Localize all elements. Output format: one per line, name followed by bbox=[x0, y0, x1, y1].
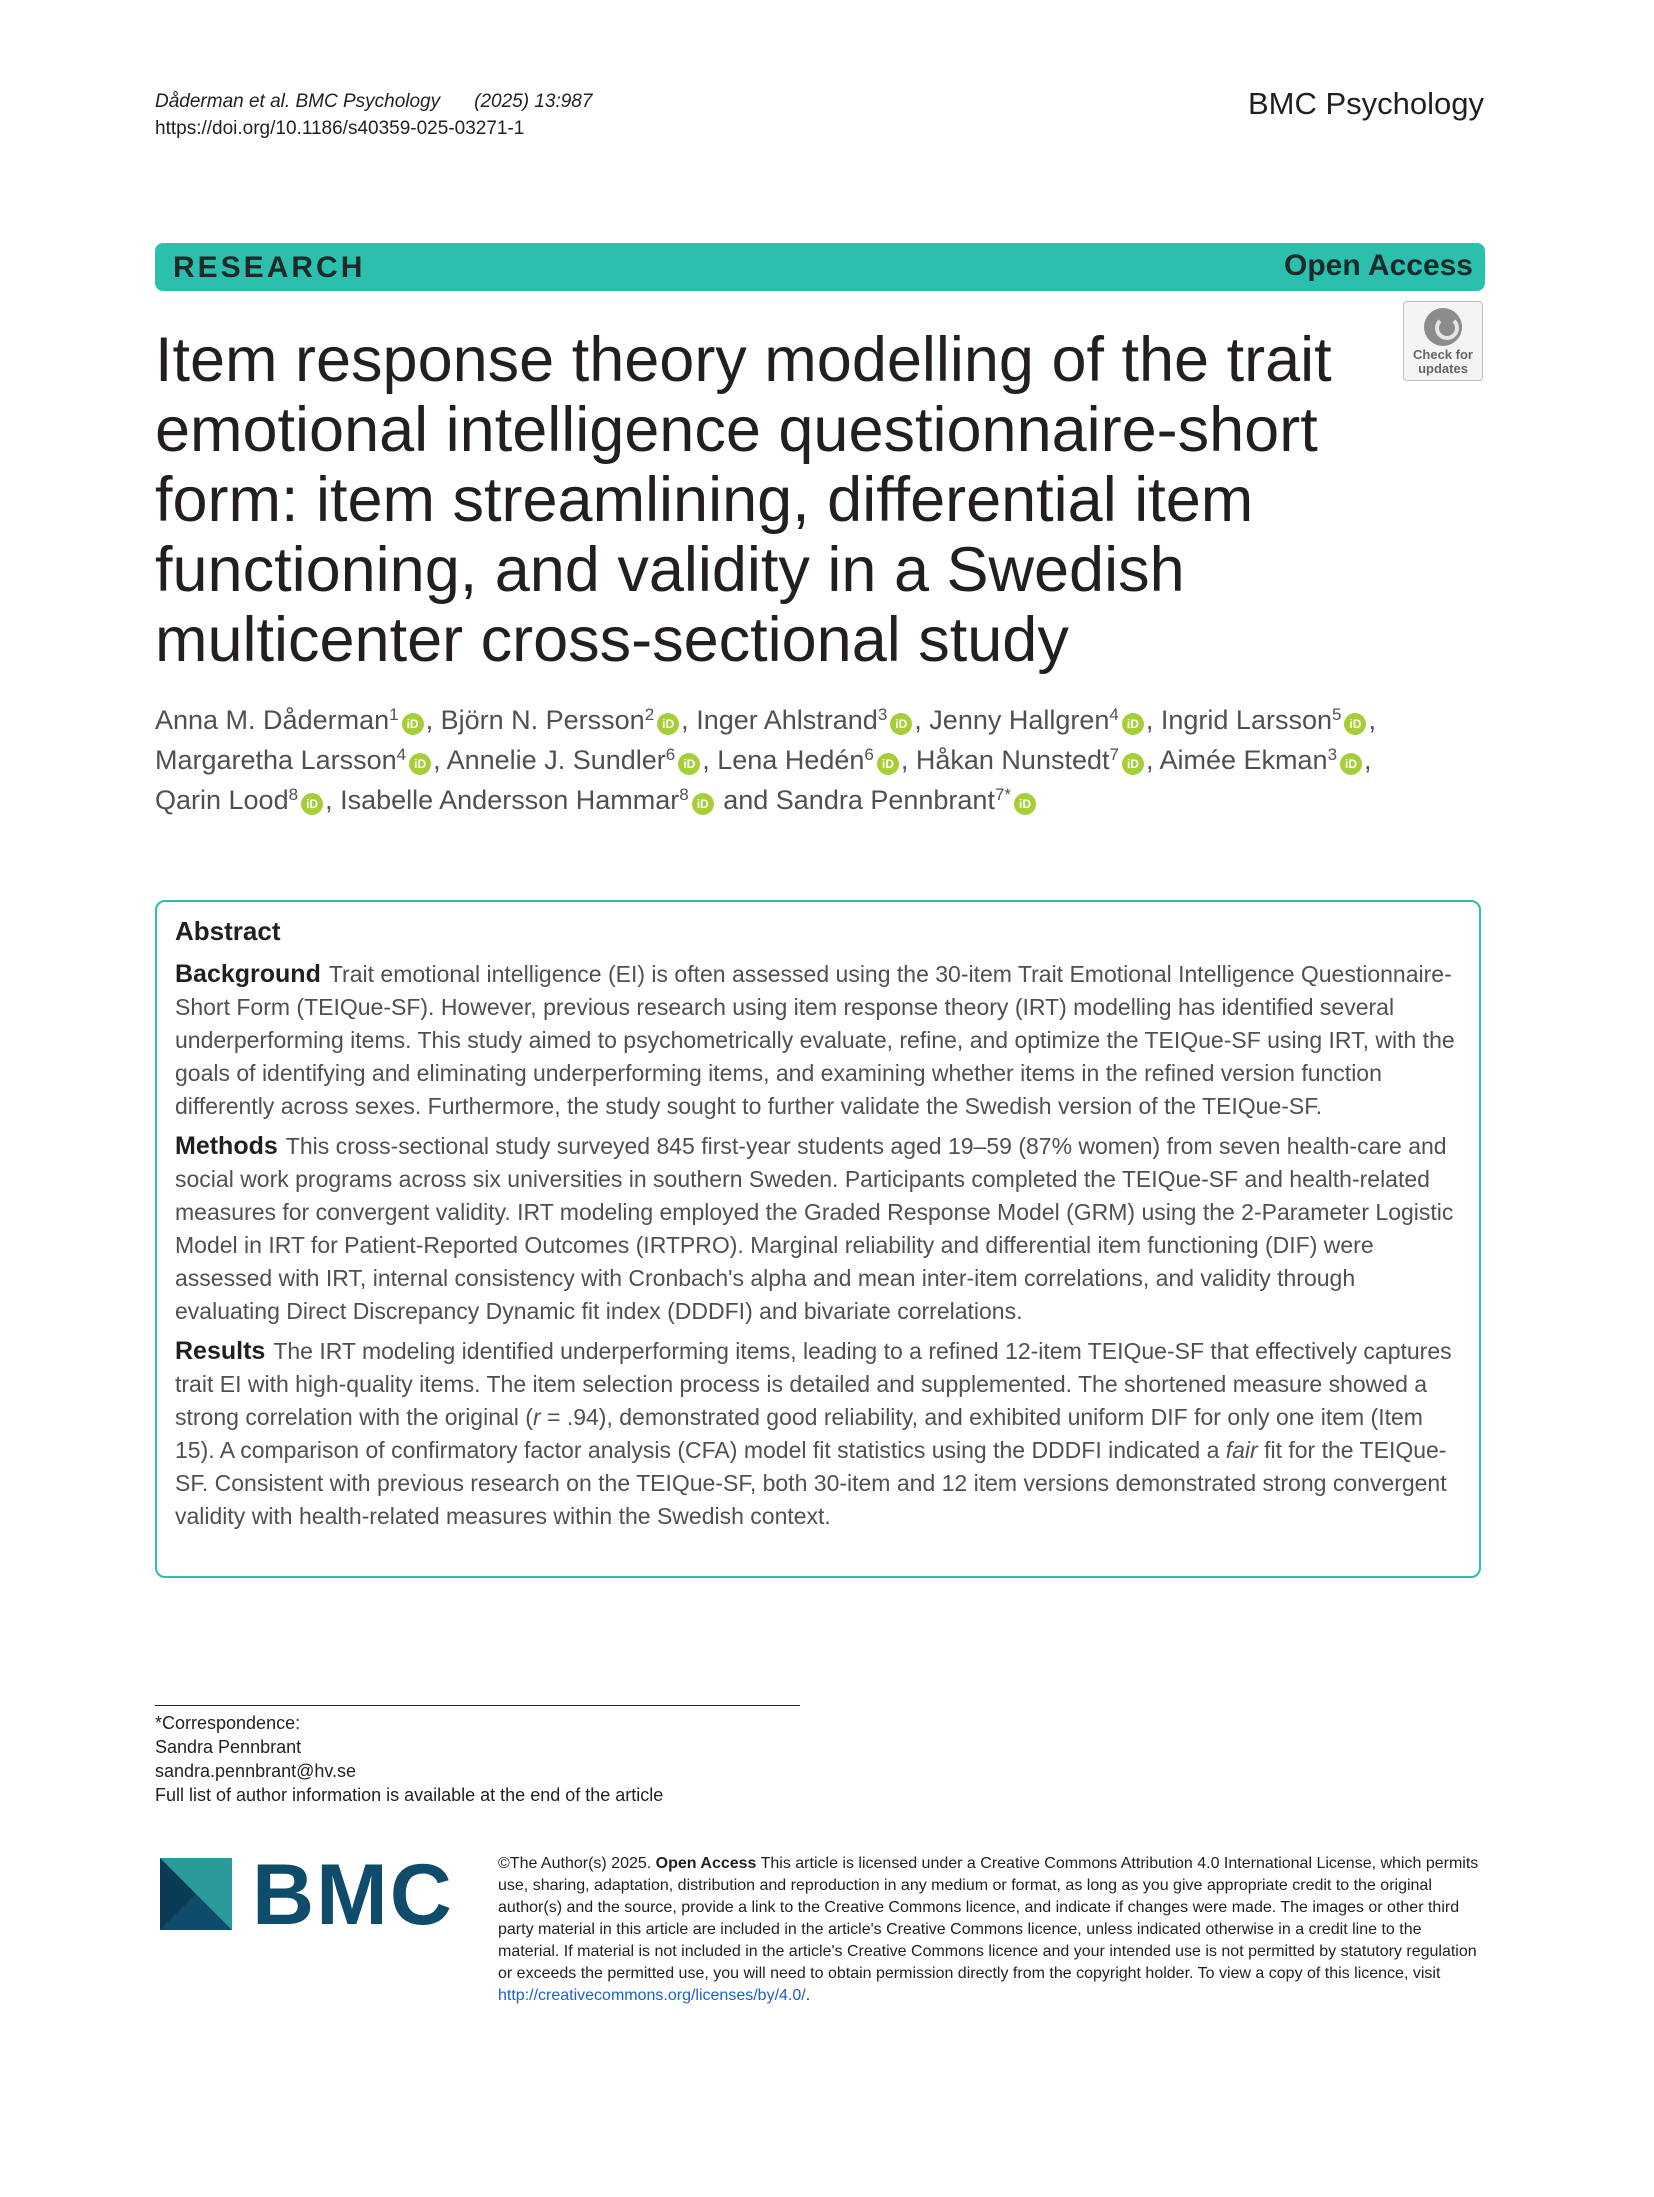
methods-label: Methods bbox=[175, 1132, 278, 1160]
check-for-updates-button[interactable] bbox=[1403, 301, 1483, 381]
abstract-background bbox=[175, 958, 1459, 1123]
article-title: Item response theory modelling of the trait emotional intelligence questionnaire-short form: item streamlining, differential item functioning, and validity in a Swedish multicenter cross-sectional study bbox=[155, 325, 1332, 675]
abstract-methods bbox=[175, 1130, 1459, 1328]
article-type-label: RESEARCH bbox=[173, 251, 366, 284]
check-for-updates-line2: updates bbox=[1418, 361, 1468, 376]
author-name[interactable]: Jenny Hallgren bbox=[929, 705, 1110, 735]
citation-volume: (2025) 13:987 bbox=[474, 91, 593, 112]
results-r-symbol: r bbox=[532, 1404, 541, 1430]
running-header bbox=[155, 88, 592, 142]
author-name[interactable]: Aimée Ekman bbox=[1159, 745, 1328, 775]
copyright-text: ©The Author(s) 2025. bbox=[498, 1855, 652, 1872]
author-affiliation: 6 bbox=[864, 745, 874, 764]
author-affiliation: 1 bbox=[389, 705, 399, 724]
results-fair-word: fair bbox=[1225, 1437, 1258, 1463]
abstract-results bbox=[175, 1335, 1459, 1533]
results-text-a: The IRT modeling identified underperforming items, leading to a refined 12-item TEIQue-SF that effectively captures trait EI with high-quality items. The item selection process is detailed and supplemented. The shortened measure showed a strong correlation with the original ( bbox=[175, 1338, 1452, 1430]
author-name[interactable]: Ingrid Larsson bbox=[1160, 705, 1332, 735]
open-access-label: Open Access bbox=[1284, 249, 1473, 282]
citation-line bbox=[155, 88, 592, 115]
author-name[interactable]: Björn N. Persson bbox=[440, 705, 645, 735]
check-for-updates-icon bbox=[1424, 308, 1462, 346]
author-info-note: Full list of author information is available at the end of the article bbox=[155, 1785, 664, 1805]
doi-link[interactable]: https://doi.org/10.1186/s40359-025-03271-1 bbox=[155, 118, 525, 139]
orcid-icon[interactable]: iD bbox=[678, 753, 700, 775]
bmc-logo bbox=[160, 1847, 460, 1943]
correspondence-footnote bbox=[155, 1711, 663, 1807]
correspondence-email[interactable]: sandra.pennbrant@hv.se bbox=[155, 1761, 357, 1781]
orcid-icon[interactable]: iD bbox=[1122, 713, 1144, 735]
correspondence-label: *Correspondence: bbox=[155, 1713, 301, 1733]
background-label: Background bbox=[175, 960, 321, 988]
author-affiliation: 4 bbox=[1109, 705, 1119, 724]
author-affiliation: 3 bbox=[877, 705, 888, 724]
author-affiliation: 8 bbox=[288, 785, 299, 804]
license-end: . bbox=[805, 1987, 811, 2004]
license-url-link[interactable]: http://creativecommons.org/licenses/by/4.0/ bbox=[498, 1987, 806, 2004]
license-text: This article is licensed under a Creative Commons Attribution 4.0 International License, which permits use, sharing, adaptation, distribution and reproduction in any medium or format, as long as you give appropriate credit to the original author(s) and the source, provide a link to the Creative Commons licence, and indicate if changes were made. The images or other third party material in this article are included in the article's Creative Commons licence, unless indicated otherwise in a credit line to the material. If material is not included in the article's Creative Commons licence and your intended use is not permitted by statutory regulation or exceeds the permitted use, you will need to obtain permission directly from the copyright holder. To view a copy of this licence, visit bbox=[498, 1855, 1479, 1982]
author-list: Anna M. Dåderman$^1$ iD , Björn N. Persson$^2$ iD , Inger Ahlstrand$^3$ iD , Jenny Hallgren$^4$ iD , Ingrid Larsson$^5$ iD , Margaretha Larsson$^4$ iD , Annelie J. Sundler$^6$ iD , Lena Hedén$^6$ iD , Håkan Nunstedt$^7$ iD , Aimée Ekman$^3$ iD , Qarin Lood$^8$ iD , Isabelle Andersson Hammar$^8$ iD and Sandra Pennbrant$^{7*}$ iD bbox=[155, 705, 1376, 815]
author-name[interactable]: Qarin Lood bbox=[155, 785, 289, 815]
license-statement bbox=[498, 1853, 1484, 2007]
author-name[interactable]: Lena Hedén bbox=[717, 745, 865, 775]
orcid-icon[interactable]: iD bbox=[890, 713, 912, 735]
abstract-heading: Abstract bbox=[175, 916, 281, 946]
bmc-logo-mark bbox=[160, 1858, 232, 1930]
orcid-icon[interactable]: iD bbox=[1340, 753, 1362, 775]
author-name[interactable]: Håkan Nunstedt bbox=[915, 745, 1110, 775]
journal-name: BMC Psychology bbox=[1247, 86, 1484, 121]
correspondence-name: Sandra Pennbrant bbox=[155, 1737, 302, 1757]
results-text-b: = .94), demonstrated good reliability, and exhibited uniform DIF for only one item (Item 15). A comparison of confirmatory factor analysis (CFA) model fit statistics using the DDDFI indicated a bbox=[175, 1404, 1423, 1463]
author-affiliation: 4 bbox=[396, 745, 407, 764]
orcid-icon[interactable]: iD bbox=[877, 753, 899, 775]
author-affiliation: 7* bbox=[994, 785, 1012, 804]
background-text: Trait emotional intelligence (EI) is often assessed using the 30-item Trait Emotional Intelligence Questionnaire-Short Form (TEIQue-SF). However, previous research using item response theory (IRT) modelling has identified several underperforming items. This study aimed to psychometrically evaluate, refine, and optimize the TEIQue-SF using IRT, with the goals of identifying and eliminating underperforming items, and examining whether items in the refined version function differently across sexes. Furthermore, the study sought to further validate the Swedish version of the TEIQue-SF. bbox=[175, 961, 1455, 1119]
abstract-box bbox=[155, 900, 1481, 1578]
check-for-updates-line1: Check for bbox=[1413, 347, 1473, 362]
author-name[interactable]: Anna M. Dåderman bbox=[155, 705, 390, 735]
orcid-icon[interactable]: iD bbox=[409, 753, 431, 775]
orcid-icon[interactable]: iD bbox=[692, 793, 714, 815]
author-name[interactable]: Margaretha Larsson bbox=[155, 745, 397, 775]
author-name[interactable]: Annelie J. Sundler bbox=[446, 745, 666, 775]
author-affiliation: 7 bbox=[1109, 745, 1119, 764]
orcid-icon[interactable]: iD bbox=[402, 713, 424, 735]
orcid-icon[interactable]: iD bbox=[1122, 753, 1144, 775]
orcid-icon[interactable]: iD bbox=[1014, 793, 1036, 815]
author-name[interactable]: Sandra Pennbrant bbox=[775, 785, 995, 815]
author-affiliation: 8 bbox=[679, 785, 689, 804]
author-name[interactable]: Isabelle Andersson Hammar bbox=[340, 785, 680, 815]
author-name[interactable]: Inger Ahlstrand bbox=[696, 705, 878, 735]
article-type-banner bbox=[155, 243, 1485, 291]
author-affiliation: 2 bbox=[644, 705, 655, 724]
bmc-logo-text: BMC bbox=[252, 1847, 454, 1943]
methods-text: This cross-sectional study surveyed 845 first-year students aged 19–59 (87% women) from seven health-care and social work programs across six universities in southern Sweden. Participants completed the TEIQue-SF and health-related measures for convergent validity. IRT modeling employed the Graded Response Model (GRM) using the 2-Parameter Logistic Model in IRT for Patient-Reported Outcomes (IRTPRO). Marginal reliability and differential item functioning (DIF) were assessed with IRT, internal consistency with Cronbach's alpha and mean inter-item correlations, and validity through evaluating Direct Discrepancy Dynamic fit index (DDDFI) and bivariate correlations. bbox=[175, 1133, 1454, 1324]
orcid-icon[interactable]: iD bbox=[657, 713, 679, 735]
license-open-access: Open Access bbox=[655, 1855, 757, 1872]
footnote-rule bbox=[155, 1705, 800, 1706]
results-text-c: fit for the TEIQue-SF. Consistent with previous research on the TEIQue-SF, both 30-item and 12 item versions demonstrated strong convergent validity with health-related measures within the Swedish context. bbox=[175, 1437, 1447, 1529]
author-affiliation: 5 bbox=[1332, 705, 1342, 724]
orcid-icon[interactable]: iD bbox=[301, 793, 323, 815]
author-affiliation: 6 bbox=[665, 745, 676, 764]
author-affiliation: 3 bbox=[1327, 745, 1338, 764]
citation-authors: Dåderman et al. BMC Psychology bbox=[155, 91, 441, 112]
results-label: Results bbox=[175, 1337, 266, 1365]
orcid-icon[interactable]: iD bbox=[1344, 713, 1366, 735]
